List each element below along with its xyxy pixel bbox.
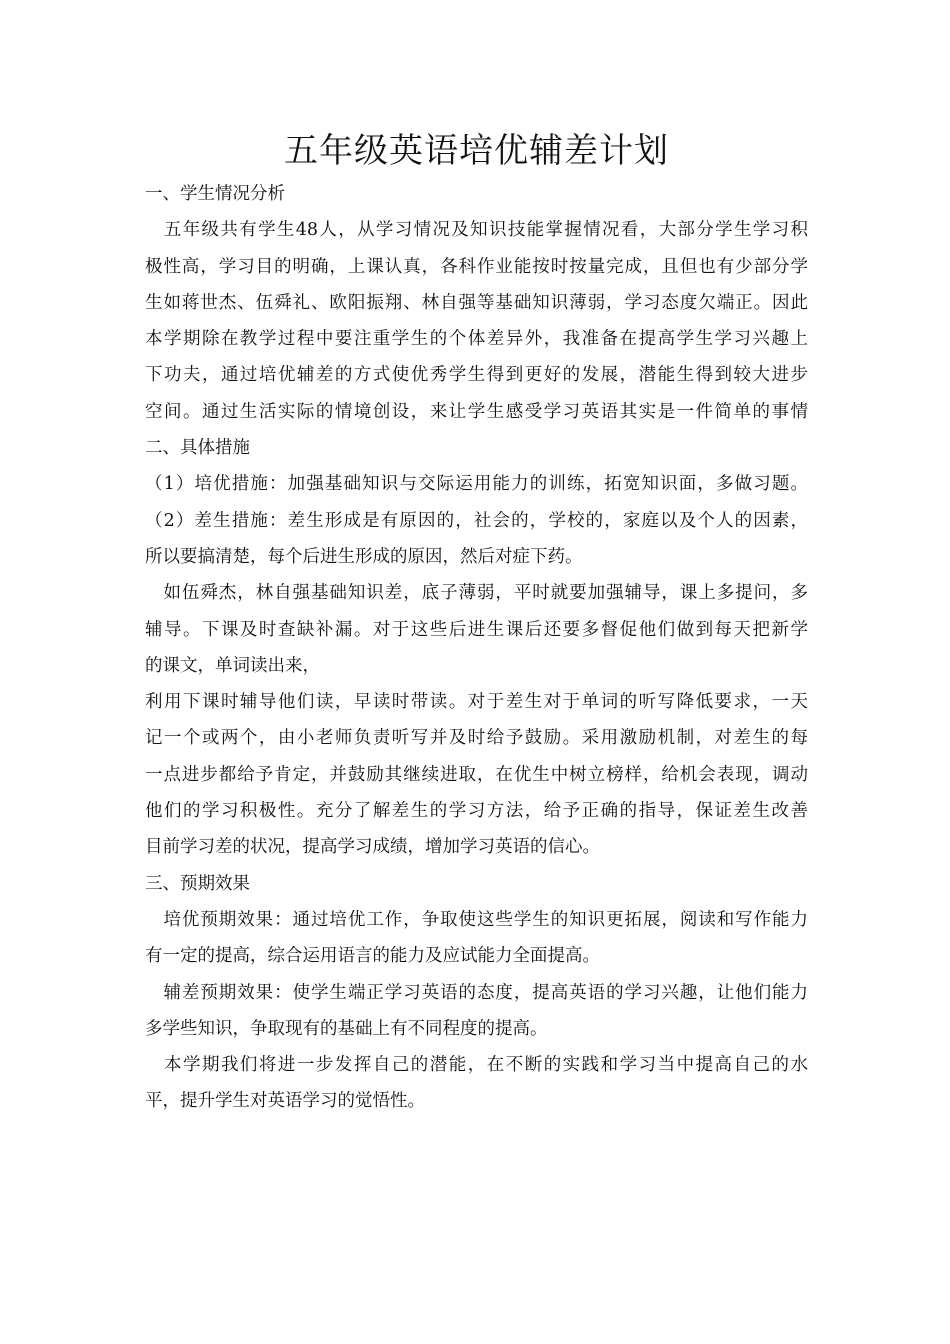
text-line: 多学些知识，争取现有的基础上有不同程度的提高。: [145, 1018, 548, 1039]
text-line: 他们的学习积极性。充分了解差生的学习方法，给予正确的指导，保证差生改善: [145, 801, 808, 822]
text-line: 如伍舜杰，林自强基础知识差，底子薄弱，平时就要加强辅导，课上多提问，多: [145, 583, 808, 604]
text-line: 辅差预期效果：使学生端正学习英语的态度，提高英语的学习兴趣，让他们能力: [145, 982, 808, 1003]
paragraph: [145, 1047, 808, 1120]
text-line: 所以要搞清楚，每个后进生形成的原因，然后对症下药。: [145, 546, 583, 567]
text-line: 培优预期效果：通过培优工作，争取使这些学生的知识更拓展，阅读和写作能力: [145, 909, 808, 930]
text-line: 五年级共有学生48人，从学习情况及知识技能掌握情况看，大部分学生学习积: [145, 220, 808, 241]
text-line: 一点进步都给予肯定，并鼓励其继续进取，在优生中树立榜样，给机会表现，调动: [145, 764, 808, 785]
paragraph: [145, 466, 808, 502]
document-body: [145, 126, 808, 1120]
paragraph: [145, 975, 808, 1048]
text-line: 平，提升学生对英语学习的觉悟性。: [145, 1091, 425, 1112]
section-heading: 一、学生情况分析: [145, 184, 285, 204]
text-line: 利用下课时辅导他们读，早读时带读。对于差生对于单词的听写降低要求，一天: [145, 692, 808, 713]
text-line: 目前学习差的状况，提高学习成绩，增加学习英语的信心。: [145, 837, 600, 858]
document-title: 五年级英语培优辅差计划: [284, 131, 669, 171]
text-line: （1）培优措施：加强基础知识与交际运用能力的训练，拓宽知识面，多做习题。: [145, 474, 808, 495]
paragraph: [145, 212, 808, 430]
text-line: 空间。通过生活实际的情境创设，来让学生感受学习英语其实是一件简单的事情: [145, 401, 808, 422]
section-specific-measures: [145, 430, 808, 866]
section-expected-results: [145, 866, 808, 1120]
paragraph: [145, 503, 808, 576]
text-line: （2）差生措施：差生形成是有原因的，社会的，学校的，家庭以及个人的因素，: [145, 510, 808, 531]
paragraph: [145, 684, 808, 865]
text-line: 生如蒋世杰、伍舜礼、欧阳振翔、林自强等基础知识薄弱，学习态度欠端正。因此: [145, 292, 808, 313]
section-student-analysis: [145, 176, 808, 430]
section-heading: 二、具体措施: [145, 438, 250, 459]
text-line: 本学期我们将进一步发挥自己的潜能，在不断的实践和学习当中提高自己的水: [145, 1055, 808, 1076]
text-line: 辅导。下课及时查缺补漏。对于这些后进生课后还要多督促他们做到每天把新学: [145, 619, 808, 640]
section-heading: 三、预期效果: [145, 873, 250, 894]
text-line: 的课文，单词读出来，: [145, 655, 320, 676]
text-line: 本学期除在教学过程中要注重学生的个体差异外，我准备在提高学生学习兴趣上: [145, 329, 808, 350]
text-line: 记一个或两个，由小老师负责听写并及时给予鼓励。采用激励机制，对差生的每: [145, 728, 808, 749]
text-line: 有一定的提高，综合运用语言的能力及应试能力全面提高。: [145, 946, 600, 967]
text-line: 下功夫，通过培优辅差的方式使优秀学生得到更好的发展，潜能生得到较大进步: [145, 365, 808, 386]
paragraph: [145, 575, 808, 684]
paragraph: [145, 902, 808, 975]
text-line: 极性高，学习目的明确，上课认真，各科作业能按时按量完成，且但也有少部分学: [145, 256, 808, 277]
